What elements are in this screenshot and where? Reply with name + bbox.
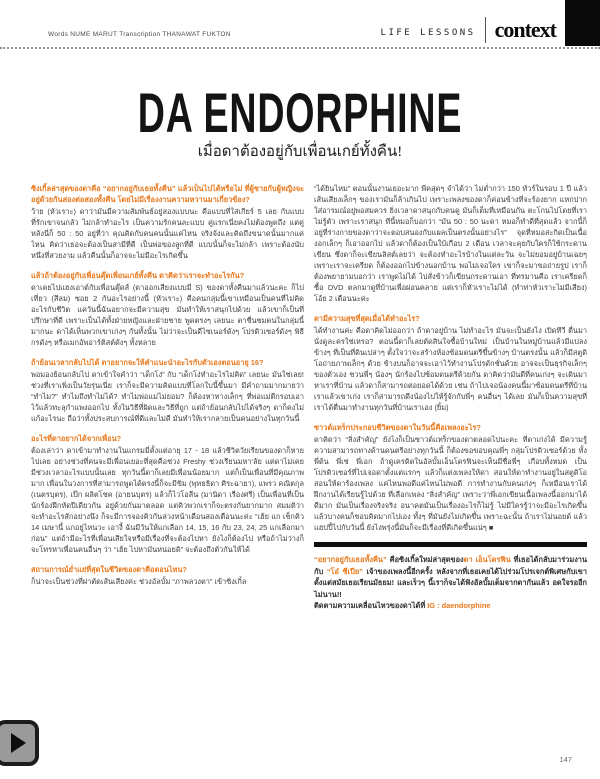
section-label: LIFE LESSONS <box>380 28 476 38</box>
credits-line: Words NUME MARUT Transcription THANAWAT FUKTON <box>48 31 231 38</box>
play-button[interactable] <box>0 720 39 766</box>
article-subtitle: เมื่อดาต้องอยู่กับเพื่อนเกย์ทั้งคืน! <box>197 144 403 160</box>
question: อะไรที่ดาอยากได้จากเพื่อน? <box>31 434 122 443</box>
play-icon <box>11 733 26 753</box>
answer: ว้าย (หัวเราะ) ดาว่ามันมีความสัมพันธ์อยู่สองแบบนะ คือแบบที่ใส่เกียร์ 5 เลย กับแบบที่รักเขาจนกลัว ไม่กล้าทำอะไร เป็นความรักคนละแบบ คู่แรกเนี่ยคงไม่ต้องพูดถึง แต่คู่หลังนี่ก็ 50 : 50 อยู่ที่ว่า คุณคิดกับคนคนนั้นแค่ไหน จริงจังและคิดถึงขนาดนั้นมากแค่ไหน คิดว่าเธอจะต้องเป็นสามีที่ดี เป็นพ่อของลูกที่ดี แบบนั้นก็จะไม่กล้า เพราะต้องนับหนึ่งที่สวยงาม แล้วคืนนั้นก็อาจจะไม่มีอะไรเกิดขึ้น <box>31 207 304 260</box>
question: ดามีความสุขที่สุดเมื่อได้ทำอะไร? <box>314 314 420 323</box>
question: สถานการณ์ย่ำแย่ที่สุดในชีวิตของดาคือตอนไหน? <box>31 565 187 574</box>
artist-name-highlight: ดา เอ็นโดรฟิน <box>463 555 511 564</box>
instagram-handle: IG : daendorphine <box>427 601 491 610</box>
right-column <box>314 183 587 743</box>
magazine-logo: context <box>494 17 556 42</box>
answer: พอมองย้อนกลับไป ดาเข้าใจคำว่า “เด็กโง่” กับ “เด็กโง่ทำอะไรไม่คิด” เลยนะ มันใช่เลย! ช่วงที่เราเพิ่งเป็นวัยรุ่นเนี่ย เราก็จะมีความคิดแบบที่โลกใบนี้ขึ้นมา มีคำถามมากมายว่า “ทำไม?” ทำไมถึงทำไม่ได้? ทำไมพ่อแม่ไม่ยอม? ก็ต้องหาทางเล็กๆ ที่พ่อแม่ตีกรอบเอาไว้แล้วทะลุกำแพงออกไป ทั้งในวิธีที่ผิดและวิธีที่ถูก แต่ถ้าย้อนกลับไปได้จริงๆ ดาก็คงไม่แก้อะไรนะ ถือว่าทั้งประสบการณ์ที่ดีและไม่ดี มันทำให้เรากลายเป็นคนอย่างในทุกวันนี้ <box>31 370 304 423</box>
left-column <box>31 183 304 743</box>
outro-follow-line: ติดตามความเคลื่อนไหวของดาได้ที่ IG : daendorphine <box>314 601 491 610</box>
qa-block <box>31 183 304 261</box>
outro-text: “อยากอยู่กับเธอทั้งคืน” คือซิงเกิ้ลใหม่ล่าสุดของดา เอ็นโดรฟิน ที่เธอได้กลับมาร่วมงานกับ “โอ๋ ซีเปีย” เจ้าของเพลงนี้อีกครั้ง หลังจากที่เธอเคยได้ไปร่วมโปรเจกต์พิเศษกับเขา ตั้งแต่สมัยเธอเรียนมัธยม! และเร็วๆ นี้เราก็จะได้ฟังอัลบั้มเต็มจากดากันแล้ว อดใจรออีกไม่นาน!! <box>314 555 587 599</box>
qa-block <box>31 564 304 587</box>
qa-block <box>31 270 304 348</box>
corner-mark-icon <box>565 0 600 46</box>
answer: ดาคิดว่า “สิ่งสำคัญ” ยังไงก็เป็นซาวด์แทร็กของดาตลอดไปนะคะ ที่ดาเก่งได้ มีความรู้ความสามารถทางด้านดนตรีอย่างทุกวันนี้ ก็ต้องขอขอบคุณพี่ๆ กลุ่มโปรดิวเซอร์ด้วย ทั้งพี่ต้น พี่เช่ พี่เอก ถ้าดูเครดิตในอัลบั้มเอ็นโดรฟินจะเห็นมีชื่อพี่ๆ เกือบทั้งหมด เป็นโปรดิวเซอร์ที่ไปเจอดาตั้งแต่แรกๆ แล้วก็แต่งเพลงให้ดา สอนให้ดาทำงานอยู่ในสตูดิโอ สอนให้ดาร้องเพลง แค่ไหนพอดีแค่ไหนไม่พอดี การทำงานกับคนเก่งๆ ก็เหมือนเราได้ฝึกงานได้เรียนรู้ไปด้วย ที่เลือกเพลง “สิ่งสำคัญ” เพราะว่าพี่เอกเขียนเนื้อเพลงนี้ออกมาได้ดีมาก มันเป็นเรื่องจริงจริง อนาคตมันเป็นเรื่องอะไรก็ไม่รู้ ไม่มีใครรู้ว่าจะมีอะไรเกิดขึ้น แล้วบางคนก็ชอบคิดมากไปเอง ทั้งๆ ที่มันยังไม่เกิดขึ้น เพราะฉะนั้น ถ้าเราไม่นอยด์ แล้วแฮปปี้ไปกับวันนี้ ยังไงพรุ่งนี้มันก็จะมีเรื่องที่ดีเกิดขึ้นแน่ๆ ■ <box>314 435 587 532</box>
question: ถ้าย้อนเวลากลับไปได้ ดาอยากจะให้คำแนะนำอะไรกับตัวเองตอนอายุ 16? <box>31 358 264 367</box>
article-body <box>31 183 587 743</box>
header-divider <box>485 17 486 43</box>
qa-block <box>314 422 587 533</box>
answer: ได้ทำงานค่ะ คือดาคิดไม่ออกว่า ถ้าดาอยู่บ้าน ไม่ทำอะไร มันจะเป็นยังไง เปิดทีวี ตื่นมานั่งดูละครใช่เหรอ? ตอนนี้ดาก็เลยตัดสินใจซื้อบ้านใหม่ เป็นบ้านในหมู่บ้านแล้วมีแปลงข้างๆ ที่เป็นที่ดินเปล่าๆ ตั้งใจว่าจะสร้างห้องซ้อมดนตรีขึ้นข้างๆ บ้านตรงนั้น แล้วก็มีสตูดิโอถ่ายภาพเล็กๆ ด้วย ข้างบนก็อาจจะเอาไว้ทำงานโปรดักชั่นด้วย อาจจะเป็นธุรกิจเล็กๆ ของตัวเอง ชวนพี่ๆ น้องๆ นักร้องไปซ้อมดนตรีด้วยกัน ดาคิดว่ามันดีที่คนเก่งๆ จะเดินมาหาเราที่บ้าน แล้วดาก็สามารถต่อยอดได้ด้วย เช่น ถ้าไปเจอน้องคนนี้มาซ้อมดนตรีที่บ้านเราแล้วเขาเก่ง เราก็สามารถดึงน้องไปให้รู้จักกับพี่ๆ คนอื่นๆ ได้เลย มันก็เป็นความสุขที่เราได้ตื่นมาทำงานทุกวันที่บ้านเราเอง (ยิ้ม) <box>314 326 587 412</box>
answer-continuation: “ได้ยินไหม” ตอนนั้นงานเยอะมาก พีคสุดๆ จำได้ว่า ไม่ต่ำกว่า 150 ทัวร์ในรอบ 1 ปี แล้วเส้นเสียงเล็กๆ ของเรามันก็ล้าเกินไป เพราะเพลงของดาก็ค่อนข้างที่จะร้องยาก แหกปาก ใส่อารมณ์อยู่พอสมควร ยิ่งเวลาดาสนุกกับคนดู มันก็เต็มที่เหมือนกัน ตะโกนไปโดยที่เราไม่รู้ตัว เพราะเราสนุก ทีนี้หมอก็บอกว่า “มัน 50 : 50 นะดา หมอก็ทำดีที่สุดแล้ว จากนี้ก็อยู่ที่ร่างกายของดาว่าจะตอบสนองกับแผลเป็นตรงนั้นอย่างไร” จุดที่หมอสะกิดเป็นเนื้องอกเล็กๆ ก็เอาออกไป แล้วดาก็ต้องเป็นใบ้เกือบ 2 เดือน เวลาจะคุยกับใครก็ใช้กระดานเขียน ซึ่งดาก็จะเขียนลิสต์เลยว่า จะต้องทำอะไรบ้างในแต่ละวัน จะไม่ยอมอยู่บ้านเฉยๆ เพราะเราจะเครียด ก็ต้องออกไปข้างนอกบ้าน พอไม่เจอใคร เขาก็จะมาขอถ่ายรูป เราก็ต้องพยายามบอกว่า เราพูดไม่ได้ ไปสั่งข้าวก็เขียนกระดานเอา ที่ทรมานคือ เราเครียดก็ซื้อ DVD ตลกมาดูที่บ้านเพื่อผ่อนคลาย แต่เราก็หัวเราะไม่ได้ (ทำท่าหัวเราะไม่มีเสียง) โอ้ย 2 เดือนนะค่ะ <box>314 184 587 303</box>
qa-block <box>314 313 587 413</box>
outro-box <box>314 542 587 612</box>
answer: ดาเคยไปแฮงเอาต์กับเพื่อนตุ๊ดส์ (ดาออกเสียงแบบมี S) ของดาทั้งคืนมาแล้วนะคะ ก็ไปเที่ยว (สีลม) ซอย 2 กันอะไรอย่างนี้ (หัวเราะ) คือคนกลุ่มนี้เขาเหมือนเป็นคนที่ไม่คิดอะไรกับชีวิต แค่วันนี้ฉันอยากจะมีความสุข มันทำให้เราสนุกไปด้วย แล้วเขาก็เป็นที่ปรึกษาที่ดี เพราะเป็นได้ทั้งฝ่ายหญิงและฝ่ายชาย พูดตรงๆ เลยนะ ดาชื่นชมคนในกลุ่มนี้มากนะ ดาได้เห็นพวกเขาเก่งๆ กันทั้งนั้น ไม่ว่าจะเป็นดีไซเนอร์ดังๆ โปรดิวเซอร์ดังๆ พิธีกรดังๆ หรือเมกอัพอาร์ติสต์ดังๆ ทั้งหลาย <box>31 283 304 347</box>
answer: ก็น่าจะเป็นช่วงที่ผ่าตัดเส้นเสียงค่ะ ช่วงอัลบั้ม “ภาพลวงตา” เข้าซิงเกิ้ล <box>31 577 247 586</box>
qa-block <box>31 357 304 424</box>
question: ซาวด์แทร็กประกอบชีวิตของดาในวันนี้คือเพลงอะไร? <box>314 423 481 432</box>
collaborator-highlight: “โอ๋ ซีเปีย” <box>326 566 363 576</box>
question: แล้วถ้าต้องอยู่กับเพื่อนตุ๊ดเพื่อนเกย์ทั้งคืน ดาคิดว่าเราจะทำอะไรกัน? <box>31 271 245 280</box>
dotted-rule <box>0 47 600 49</box>
qa-block <box>31 433 304 555</box>
song-title-highlight: “อยากอยู่กับเธอทั้งคืน” <box>314 555 387 564</box>
answer: ต้องเล่าว่า ดาเข้ามาทำงานในแกรมมี่ตั้งแต่อายุ 17 - 18 แล้วชีวิตวัยเรียนของดาก็หายไปเลย อย่างช่วงที่คนจะมีเพื่อนเยอะที่สุดคือช่วง Freshy ช่วงเรียนมหา'ลัย แต่ดาไม่เคยมีช่วงเวลาอะไรแบบนั้นเลย ทุกวันนี้ดาก็เลยมีเพื่อนน้อยมาก แต่ก็เป็นเพื่อนที่มีคุณภาพมาก เพื่อนในวงการที่สามารถพูดได้ตรงนี้ก็จะมีขิม (พุทธธิดา ศิระฉายา), แพรว คณิตกุล (เนตรบุตร), เป๊ก ผลิตโชค (อายนบุตร) แล้วก็ไวโอลีน (มานิดา เรืองศรี) เป็นเพื่อนที่เป็นนักร้องฝึกหัดปีเดียวกัน อยู่ด้วยกันมาตลอด แต่คิวพวกเราก็จะตรงกันยากมาก สมมติว่าจะทำอะไรสักอย่างนึง ก็จะมีการจองคิวกันล่วงหน้าเดือนสองเดือนนะค่ะ “เฮ้ย แก เช็กคิว 14 เมษานี้ แกอยู่ไหนวะ เอางี้ ฉันมีวันให้แกเลือก 14, 15, 16 กับ 23, 24, 25 แกเลือกมาก่อน” แต่ถ้ามีอะไรที่เพื่อนเสียใจหรือมีเรื่องที่จะต้องไปหา ยังไงก็ต้องไป หรือถ้าไม่ว่างก็จะโทรหาเพื่อนคนอื่นๆ ว่า “เฮ้ย ไปหามันหน่อยดิ” จะต้องถึงตัวกันให้ได้ <box>31 446 304 554</box>
question: ซิงเกิ้ลล่าสุดของดาคือ “อยากอยู่กับเธอทั้งคืน” แล้วเป็นไปได้หรือไม่ ที่ผู้ชายกับผู้หญิงจะอยู่ด้วยกันสองต่อสองทั้งคืน โดยไม่มีเรื่องงานความหวานมาเกี่ยวข้อง? <box>31 184 304 204</box>
page-number: 147 <box>559 755 572 764</box>
article-title: DA ENDORPHINE <box>137 81 463 144</box>
header-right <box>381 0 600 46</box>
